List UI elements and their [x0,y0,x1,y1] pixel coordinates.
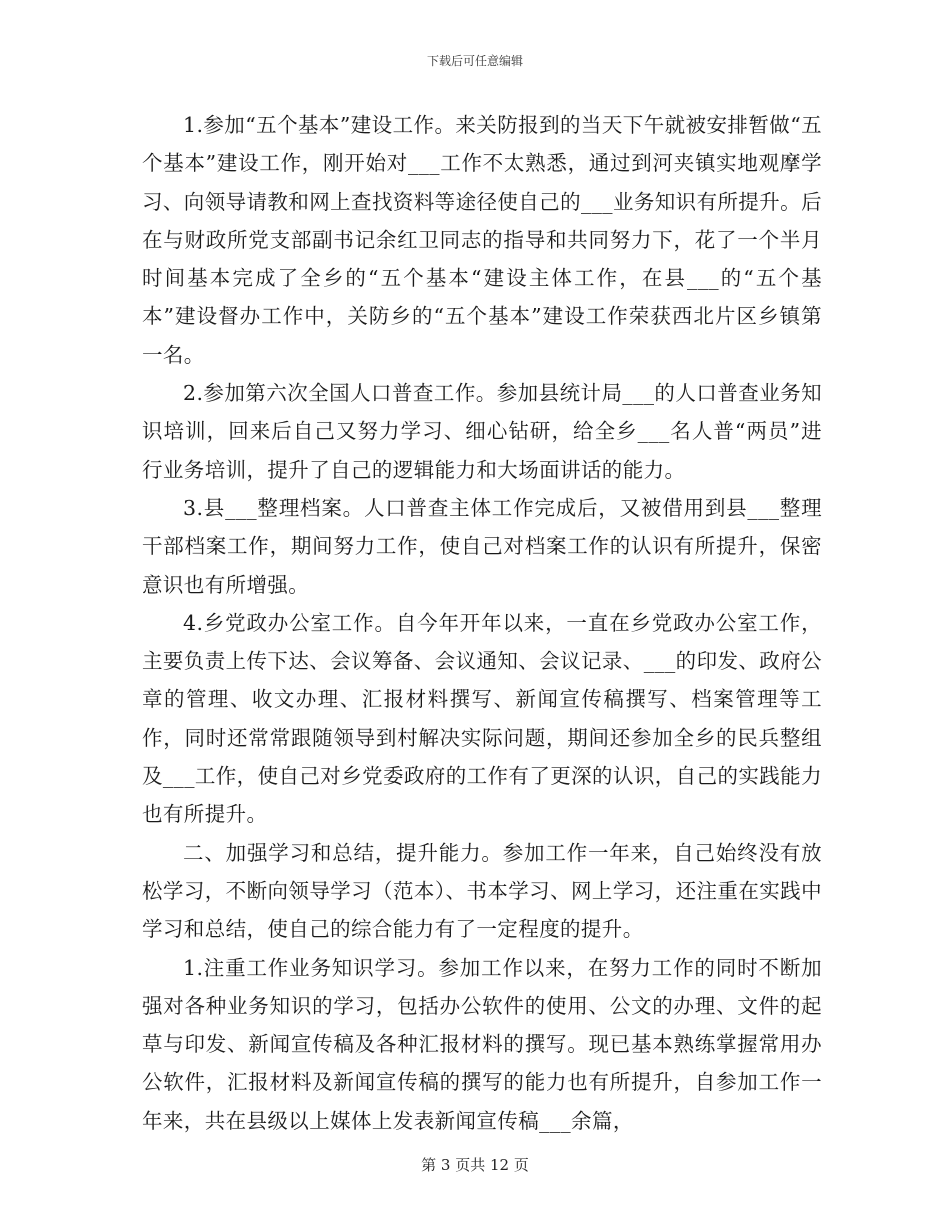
paragraph: 二、加强学习和总结，提升能力。参加工作一年来，自己始终没有放松学习，不断向领导学习（范本）、书本学习、网上学习，还注重在实践中学习和总结，使自己的综合能力有了一定程度的提升。 [142,840,822,942]
paragraph: 2.参加第六次全国人口普查工作。参加县统计局___的人口普查业务知识培训，回来后自己又努力学习、细心钻研，给全乡___名人普“两员”进行业务培训，提升了自己的逻辑能力和大场面讲话的能力。 [142,381,822,482]
paragraph: 1.参加“五个基本”建设工作。来关防报到的当天下午就被安排暂做“五个基本”建设工作，刚开始对___工作不太熟悉，通过到河夹镇实地观摩学习、向领导请教和网上查找资料等途径使自己的___业务知识有所提升。后在与财政所党支部副书记余红卫同志的指导和共同努力下，花了一个半月时间基本完成了全乡的“五个基本“建设主体工作，在县___的“五个基本”建设督办工作中，关防乡的“五个基本”建设工作荣获西北片区乡镇第一名。 [142,113,822,367]
paragraph: 3.县___整理档案。人口普查主体工作完成后，又被借用到县___整理干部档案工作，期间努力工作，使自己对档案工作的认识有所提升，保密意识也有所增强。 [142,495,822,597]
page-header: 下载后可任意编辑 [426,54,523,68]
paragraph: 1.注重工作业务知识学习。参加工作以来，在努力工作的同时不断加强对各种业务知识的学习，包括办公软件的使用、公文的办理、文件的起草与印发、新闻宣传稿及各种汇报材料的撰写。现已基本熟练掌握常用办公软件，汇报材料及新闻宣传稿的撰写的能力也有所提升，自参加工作一年来，共在县级以上媒体上发表新闻宣传稿___余篇， [142,955,822,1133]
page-footer: 第 3 页共 12 页 [421,1156,529,1174]
paragraph: 4.乡党政办公室工作。自今年开年以来，一直在乡党政办公室工作，主要负责上传下达、会议筹备、会议通知、会议记录、___的印发、政府公章的管理、收文办理、汇报材料撰写、新闻宣传稿撰写、档案管理等工作，同时还常常跟随领导到村解决实际问题，期间还参加全乡的民兵整组及___工作，使自己对乡党委政府的工作有了更深的认识，自己的实践能力也有所提升。 [142,610,822,827]
document-body [142,106,822,1140]
